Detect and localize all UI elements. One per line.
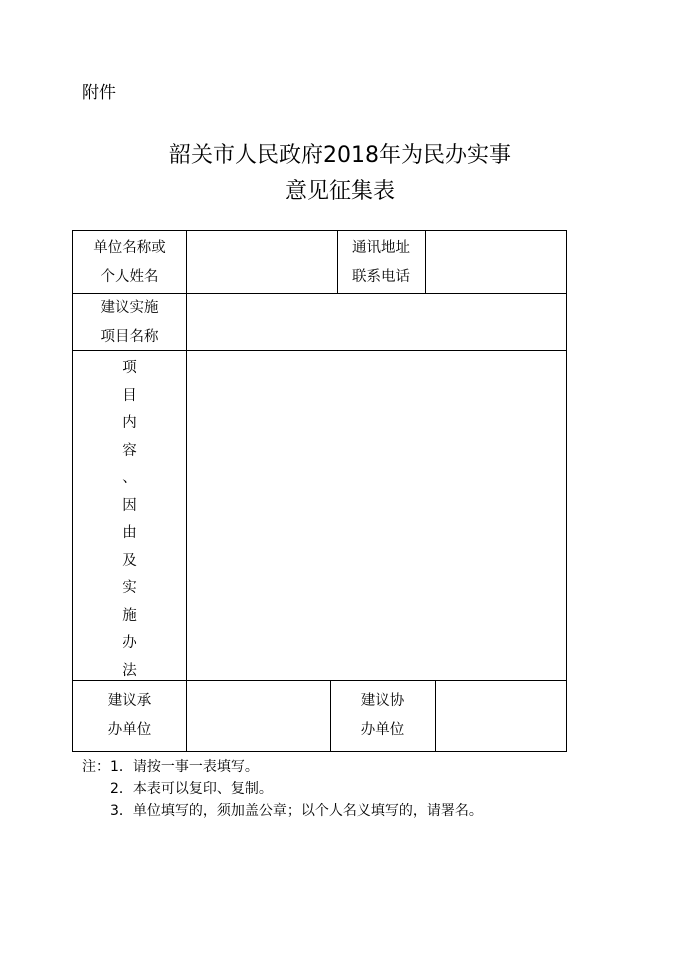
content-label-char: 因: [122, 497, 137, 514]
content-field[interactable]: [187, 351, 566, 680]
assist-unit-label: 建议协 办单位: [360, 693, 405, 738]
undertake-unit-label: 建议承 办单位: [107, 693, 152, 738]
content-label-char: 及: [122, 552, 137, 569]
note-line-1: 注：1．请按一事一表填写。: [82, 759, 259, 775]
content-label-char: 施: [122, 607, 137, 624]
content-label-char: 办: [122, 635, 137, 651]
form-title-line2: 意见征集表: [284, 179, 395, 204]
project-name-label: 建议实施 项目名称: [100, 300, 159, 345]
address-phone-field[interactable]: [426, 231, 566, 293]
note-line-2: 2．本表可以复印、复制。: [110, 781, 273, 797]
address-phone-label: 通讯地址 联系电话: [352, 240, 410, 285]
form-title-line1: 韶关市人民政府2018年为民办实事: [169, 143, 511, 168]
content-label-char: 由: [122, 525, 137, 541]
content-label-vertical: [73, 355, 186, 685]
unit-name-label: 单位名称或 个人姓名: [93, 240, 166, 285]
note-line-3: 3．单位填写的，须加盖公章；以个人名义填写的，请署名。: [110, 803, 483, 819]
content-label-char: 项: [122, 360, 137, 376]
project-name-field[interactable]: [187, 294, 566, 350]
attachment-label: 附件: [82, 83, 116, 103]
note-prefix: 注：: [82, 759, 110, 775]
content-label-char: 内: [122, 415, 137, 431]
content-label-char: 法: [122, 662, 137, 679]
unit-name-field[interactable]: [187, 231, 337, 293]
content-label-char: 目: [122, 387, 137, 404]
content-label-char: 、: [122, 470, 137, 486]
opinion-form-table: [72, 230, 567, 752]
assist-unit-field[interactable]: [436, 681, 566, 751]
notes-section: [82, 756, 483, 822]
content-label-char: 容: [122, 442, 137, 459]
content-label-char: 实: [122, 580, 137, 596]
undertake-unit-field[interactable]: [187, 681, 330, 751]
